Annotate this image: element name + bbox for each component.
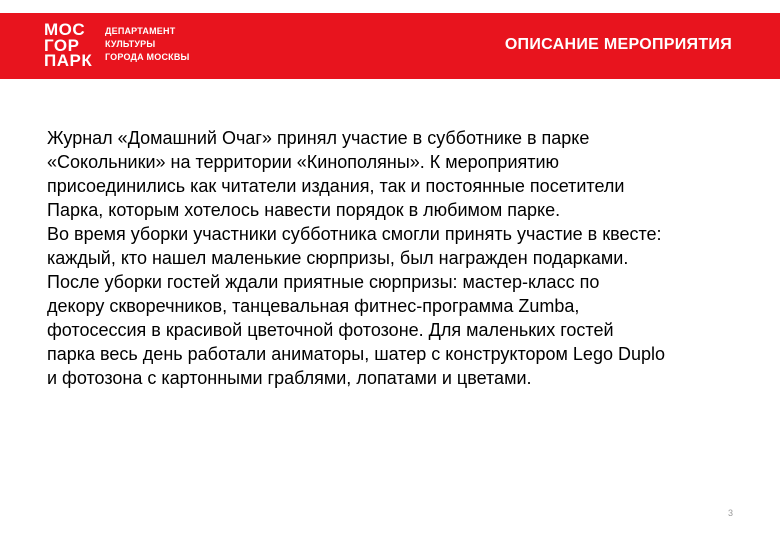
text-line: присоединились как читатели издания, так и постоянные посетители [47, 176, 625, 196]
text-line: Во время уборки участники субботника смогли принять участие в квесте: [47, 224, 662, 244]
header-banner [0, 13, 780, 79]
mosgorpark-logo [44, 22, 92, 69]
department-name [105, 25, 190, 64]
department-line: КУЛЬТУРЫ [105, 39, 156, 49]
text-line: каждый, кто нашел маленькие сюрпризы, был награжден подарками. [47, 248, 629, 268]
paragraph-1 [47, 126, 747, 222]
page-title: ОПИСАНИЕ МЕРОПРИЯТИЯ [504, 36, 732, 53]
text-line: парка весь день работали аниматоры, шатер с конструктором Lego Duplo [47, 344, 665, 364]
text-line: декору скворечников, танцевальная фитнес-программа Zumba, [47, 296, 580, 316]
department-line: ГОРОДА МОСКВЫ [105, 52, 190, 62]
department-line: ДЕПАРТАМЕНТ [105, 26, 176, 36]
text-line: После уборки гостей ждали приятные сюрпризы: мастер-класс по [47, 272, 600, 292]
paragraph-2 [47, 222, 747, 390]
text-line: и фотозона с картонными граблями, лопатами и цветами. [47, 368, 532, 388]
logo-line: МОС [44, 20, 86, 39]
text-line: «Сокольники» на территории «Кинополяны». К мероприятию [47, 152, 560, 172]
logo-line: ГОР [44, 35, 80, 55]
event-description [47, 126, 747, 390]
text-line: Парка, которым хотелось навести порядок в любимом парке. [47, 200, 561, 220]
text-line: фотосессия в красивой цветочной фотозоне. Для маленьких гостей [47, 320, 614, 340]
text-line: Журнал «Домашний Очаг» принял участие в субботнике в парке [47, 128, 590, 148]
logo-line: ПАРК [44, 51, 93, 70]
page-number: 3 [727, 508, 733, 518]
